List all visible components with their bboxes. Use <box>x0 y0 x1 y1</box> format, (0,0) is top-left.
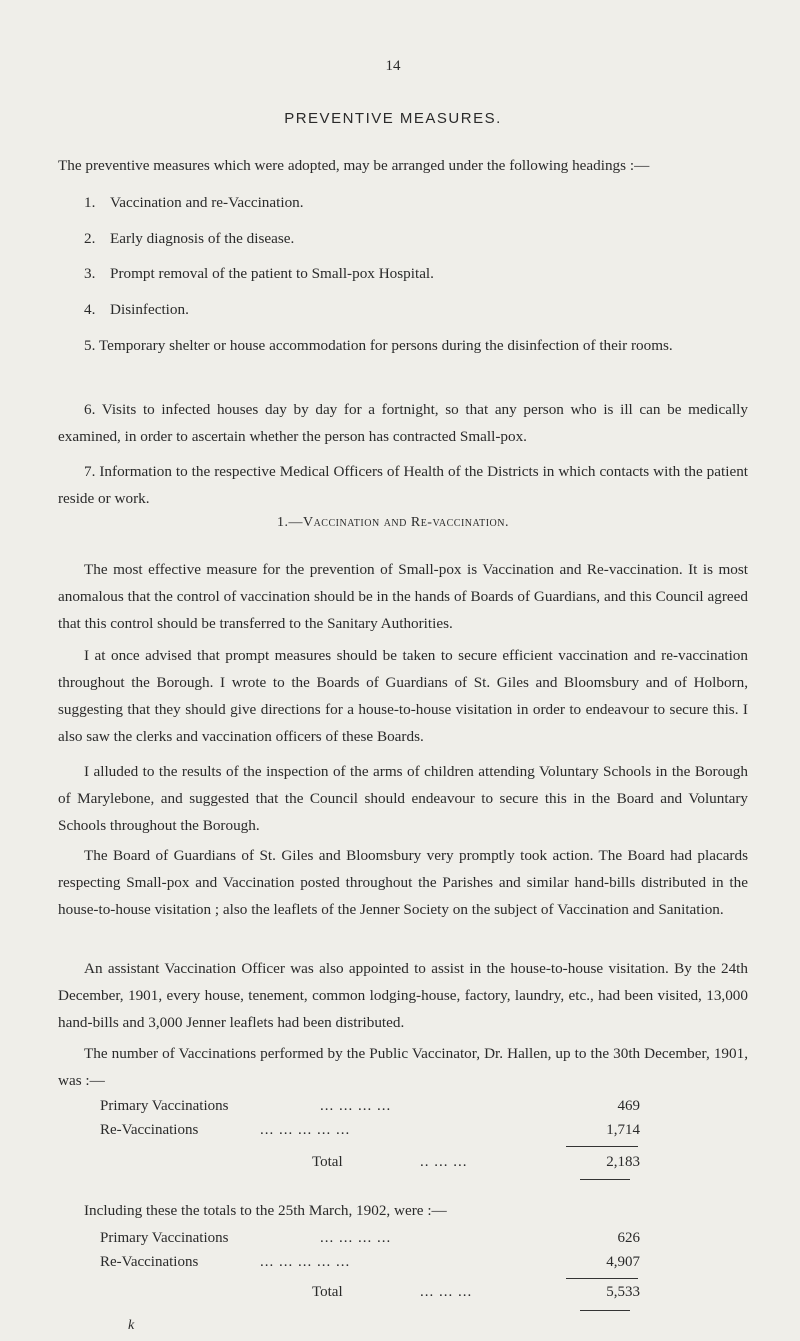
row-label: Primary Vaccinations <box>100 1098 229 1114</box>
paragraph: I alluded to the results of the inspection of the arms of children attending Voluntary Schools in the Borough of Marylebone, and suggested that the Council should endeavour to secure this in the Board and Voluntary Schools throughout the Borough. <box>58 763 748 834</box>
total-label: Total <box>312 1154 343 1170</box>
heading-item: 6. Visits to infected houses day by day for a fortnight, so that any person who is ill can be medically examined, in order to ascertain whether the person has contracted Small-pox. <box>58 401 748 445</box>
handwritten-mark: k <box>128 1318 135 1333</box>
section-heading: 1.—Vaccination and Re-vaccination. <box>276 515 510 530</box>
heading-item: 5. Temporary shelter or house accommodation for persons during the disinfection of their rooms. <box>84 337 673 354</box>
heading-item: 4. Disinfection. <box>84 301 189 318</box>
paragraph: An assistant Vaccination Officer was also appointed to assist in the house-to-house visitation. By the 24th December, 1901, every house, tenement, common lodging-house, factory, laundry, etc., had been visited, 13,000 hand-bills and 3,000 Jenner leaflets had been distributed. <box>58 960 748 1031</box>
table-row <box>100 1254 640 1278</box>
total-row <box>100 1154 640 1178</box>
row-value: 1,714 <box>606 1122 640 1138</box>
leader-dots: .. ... ... <box>420 1154 468 1170</box>
sum-rule <box>566 1146 638 1147</box>
total-rule <box>580 1310 630 1311</box>
total-label: Total <box>312 1284 343 1300</box>
total-value: 5,533 <box>606 1284 640 1300</box>
heading-item: 1. Vaccination and re-Vaccination. <box>84 194 304 211</box>
row-value: 469 <box>617 1098 640 1114</box>
table-row <box>100 1230 640 1254</box>
paragraph: The Board of Guardians of St. Giles and Bloomsbury very promptly took action. The Board had placards respecting Small-pox and Vaccination posted throughout the Parishes and similar hand-bills distributed in the house-to-house visitation ; also the leaflets of the Jenner Society on the subject of Vaccination and Sanitation. <box>58 847 748 918</box>
including-text: Including these the totals to the 25th March, 1902, were :— <box>84 1202 447 1219</box>
paragraph: The most effective measure for the prevention of Small-pox is Vaccination and Re-vaccination. It is most anomalous that the control of vaccination should be in the hands of Boards of Guardians, and this Council agreed that this control should be transferred to the Sanitary Authorities. <box>58 561 748 632</box>
row-label: Re-Vaccinations <box>100 1122 199 1138</box>
page-title: PREVENTIVE MEASURES. <box>284 110 502 127</box>
total-rule <box>580 1179 630 1180</box>
heading-item: 7. Information to the respective Medical Officers of Health of the Districts in which contacts with the patient reside or work. <box>58 463 749 507</box>
table-row <box>100 1098 640 1122</box>
paragraph: I at once advised that prompt measures should be taken to secure efficient vaccination and re-vaccination throughout the Borough. I wrote to the Boards of Guardians of St. Giles and Bloomsbury and of Holborn, suggesting that they should give directions for a house-to-house visitation in order to endeavour to secure this. I also saw the clerks and vaccination officers of these Boards. <box>58 647 748 745</box>
row-value: 4,907 <box>606 1254 640 1270</box>
heading-item: 2. Early diagnosis of the disease. <box>84 230 295 247</box>
table-row <box>100 1122 640 1146</box>
leader-dots: ... ... ... ... <box>320 1230 392 1246</box>
row-label: Re-Vaccinations <box>100 1254 199 1270</box>
row-value: 626 <box>617 1230 640 1246</box>
row-label: Primary Vaccinations <box>100 1230 229 1246</box>
total-value: 2,183 <box>606 1154 640 1170</box>
leader-dots: ... ... ... ... ... <box>260 1122 351 1138</box>
sum-rule <box>566 1278 638 1279</box>
page-number: 14 <box>385 58 401 74</box>
heading-item: 3. Prompt removal of the patient to Small-pox Hospital. <box>84 265 434 282</box>
leader-dots: ... ... ... <box>420 1284 473 1300</box>
total-row <box>100 1284 640 1308</box>
intro-text: The preventive measures which were adopted, may be arranged under the following headings :— <box>58 157 650 174</box>
leader-dots: ... ... ... ... <box>320 1098 392 1114</box>
paragraph: The number of Vaccinations performed by the Public Vaccinator, Dr. Hallen, up to the 30th December, 1901, was :— <box>58 1045 748 1089</box>
leader-dots: ... ... ... ... ... <box>260 1254 351 1270</box>
